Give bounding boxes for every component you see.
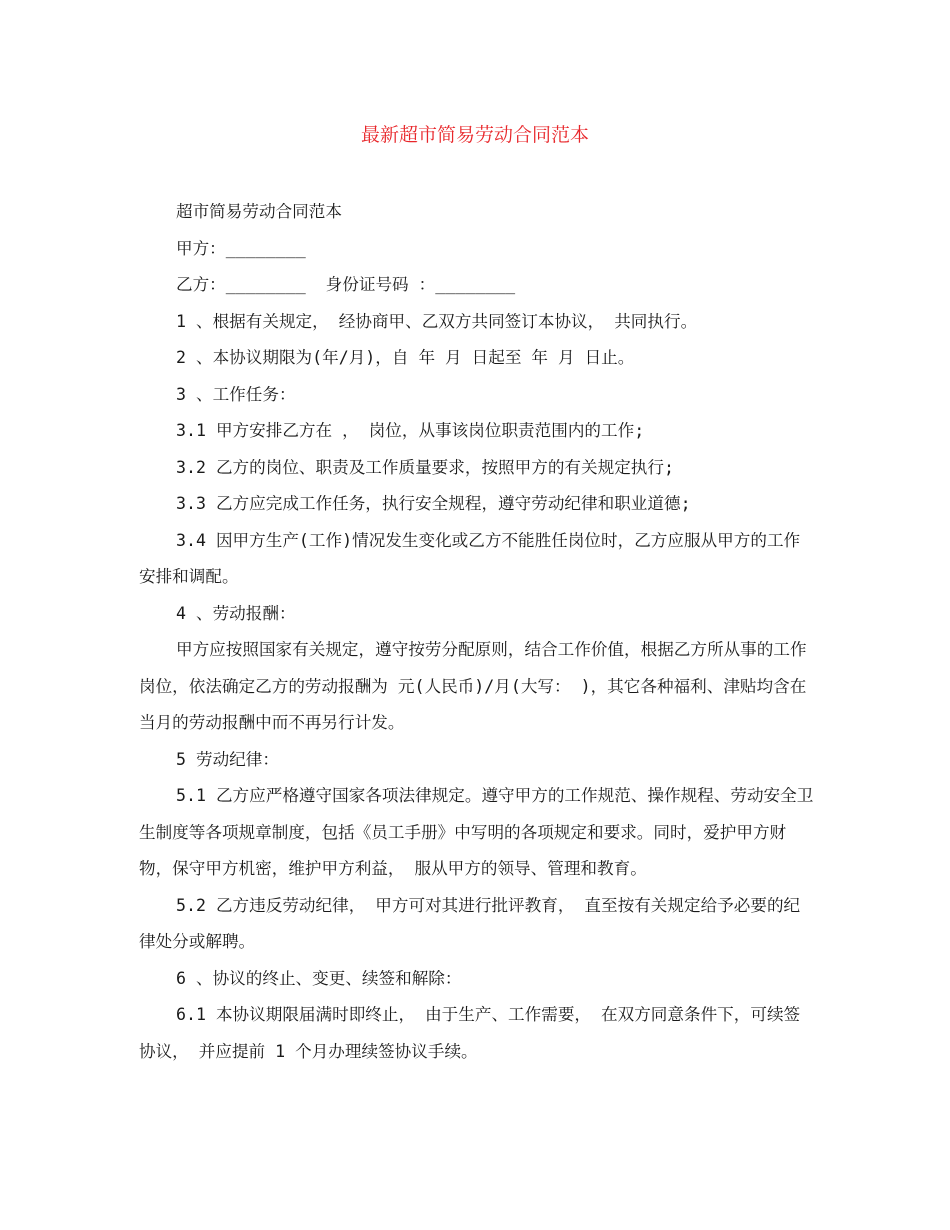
document-title: 最新超市简易劳动合同范本 [360,124,589,146]
party-a-line: 甲方：________ [176,238,306,258]
party-b-line: 乙方：________ 身份证号码 ：________ [176,275,516,294]
clause-2: 2 、本协议期限为(年/月)，自 年 月 日起至 年 月 日止。 [176,348,635,367]
clause-4-body: 甲方应按照国家有关规定，遵守按劳分配原则，结合工作价值，根据乙方所从事的工作岗位，依法确定乙方的劳动报酬为 元(人民币)/月(大写： )，其它各种福利、津贴均含在当月的劳动报酬中而不再另行计发。 [139,640,807,732]
clause-4-heading: 4 、劳动报酬： [176,603,296,623]
clause-5-2: 5.2 乙方违反劳动纪律， 甲方可对其进行批评教育， 直至按有关规定给予必要的纪律处分或解聘。 [139,895,801,951]
clause-5-heading: 5 劳动纪律： [176,749,279,769]
clause-6-heading: 6 、协议的终止、变更、续签和解除： [176,968,462,988]
body-heading: 超市简易劳动合同范本 [176,202,342,221]
clause-1: 1 、根据有关规定， 经协商甲、乙双方共同签订本协议， 共同执行。 [176,311,698,331]
clause-3-1: 3.1 甲方安排乙方在 ， 岗位，从事该岗位职责范围内的工作; [176,421,645,440]
clause-3-2: 3.2 乙方的岗位、职责及工作质量要求，按照甲方的有关规定执行; [176,457,674,477]
clause-5-1: 5.1 乙方应严格遵守国家各项法律规定。遵守甲方的工作规范、操作规程、劳动安全卫生制度等各项规章制度，包括《员工手册》中写明的各项规定和要求。同时，爱护甲方财物，保守甲方机密，维护甲方利益， 服从甲方的领导、管理和教育。 [139,786,814,878]
document-body [139,194,814,1070]
clause-3-4: 3.4 因甲方生产(工作)情况发生变化或乙方不能胜任岗位时，乙方应服从甲方的工作安排和调配。 [139,530,801,586]
clause-3-3: 3.3 乙方应完成工作任务，执行安全规程，遵守劳动纪律和职业道德; [176,494,691,513]
clause-3-heading: 3 、工作任务： [176,384,296,404]
clause-6-1: 6.1 本协议期限届满时即终止， 由于生产、工作需要， 在双方同意条件下，可续签协议， 并应提前 1 个月办理续签协议手续。 [139,1005,801,1061]
